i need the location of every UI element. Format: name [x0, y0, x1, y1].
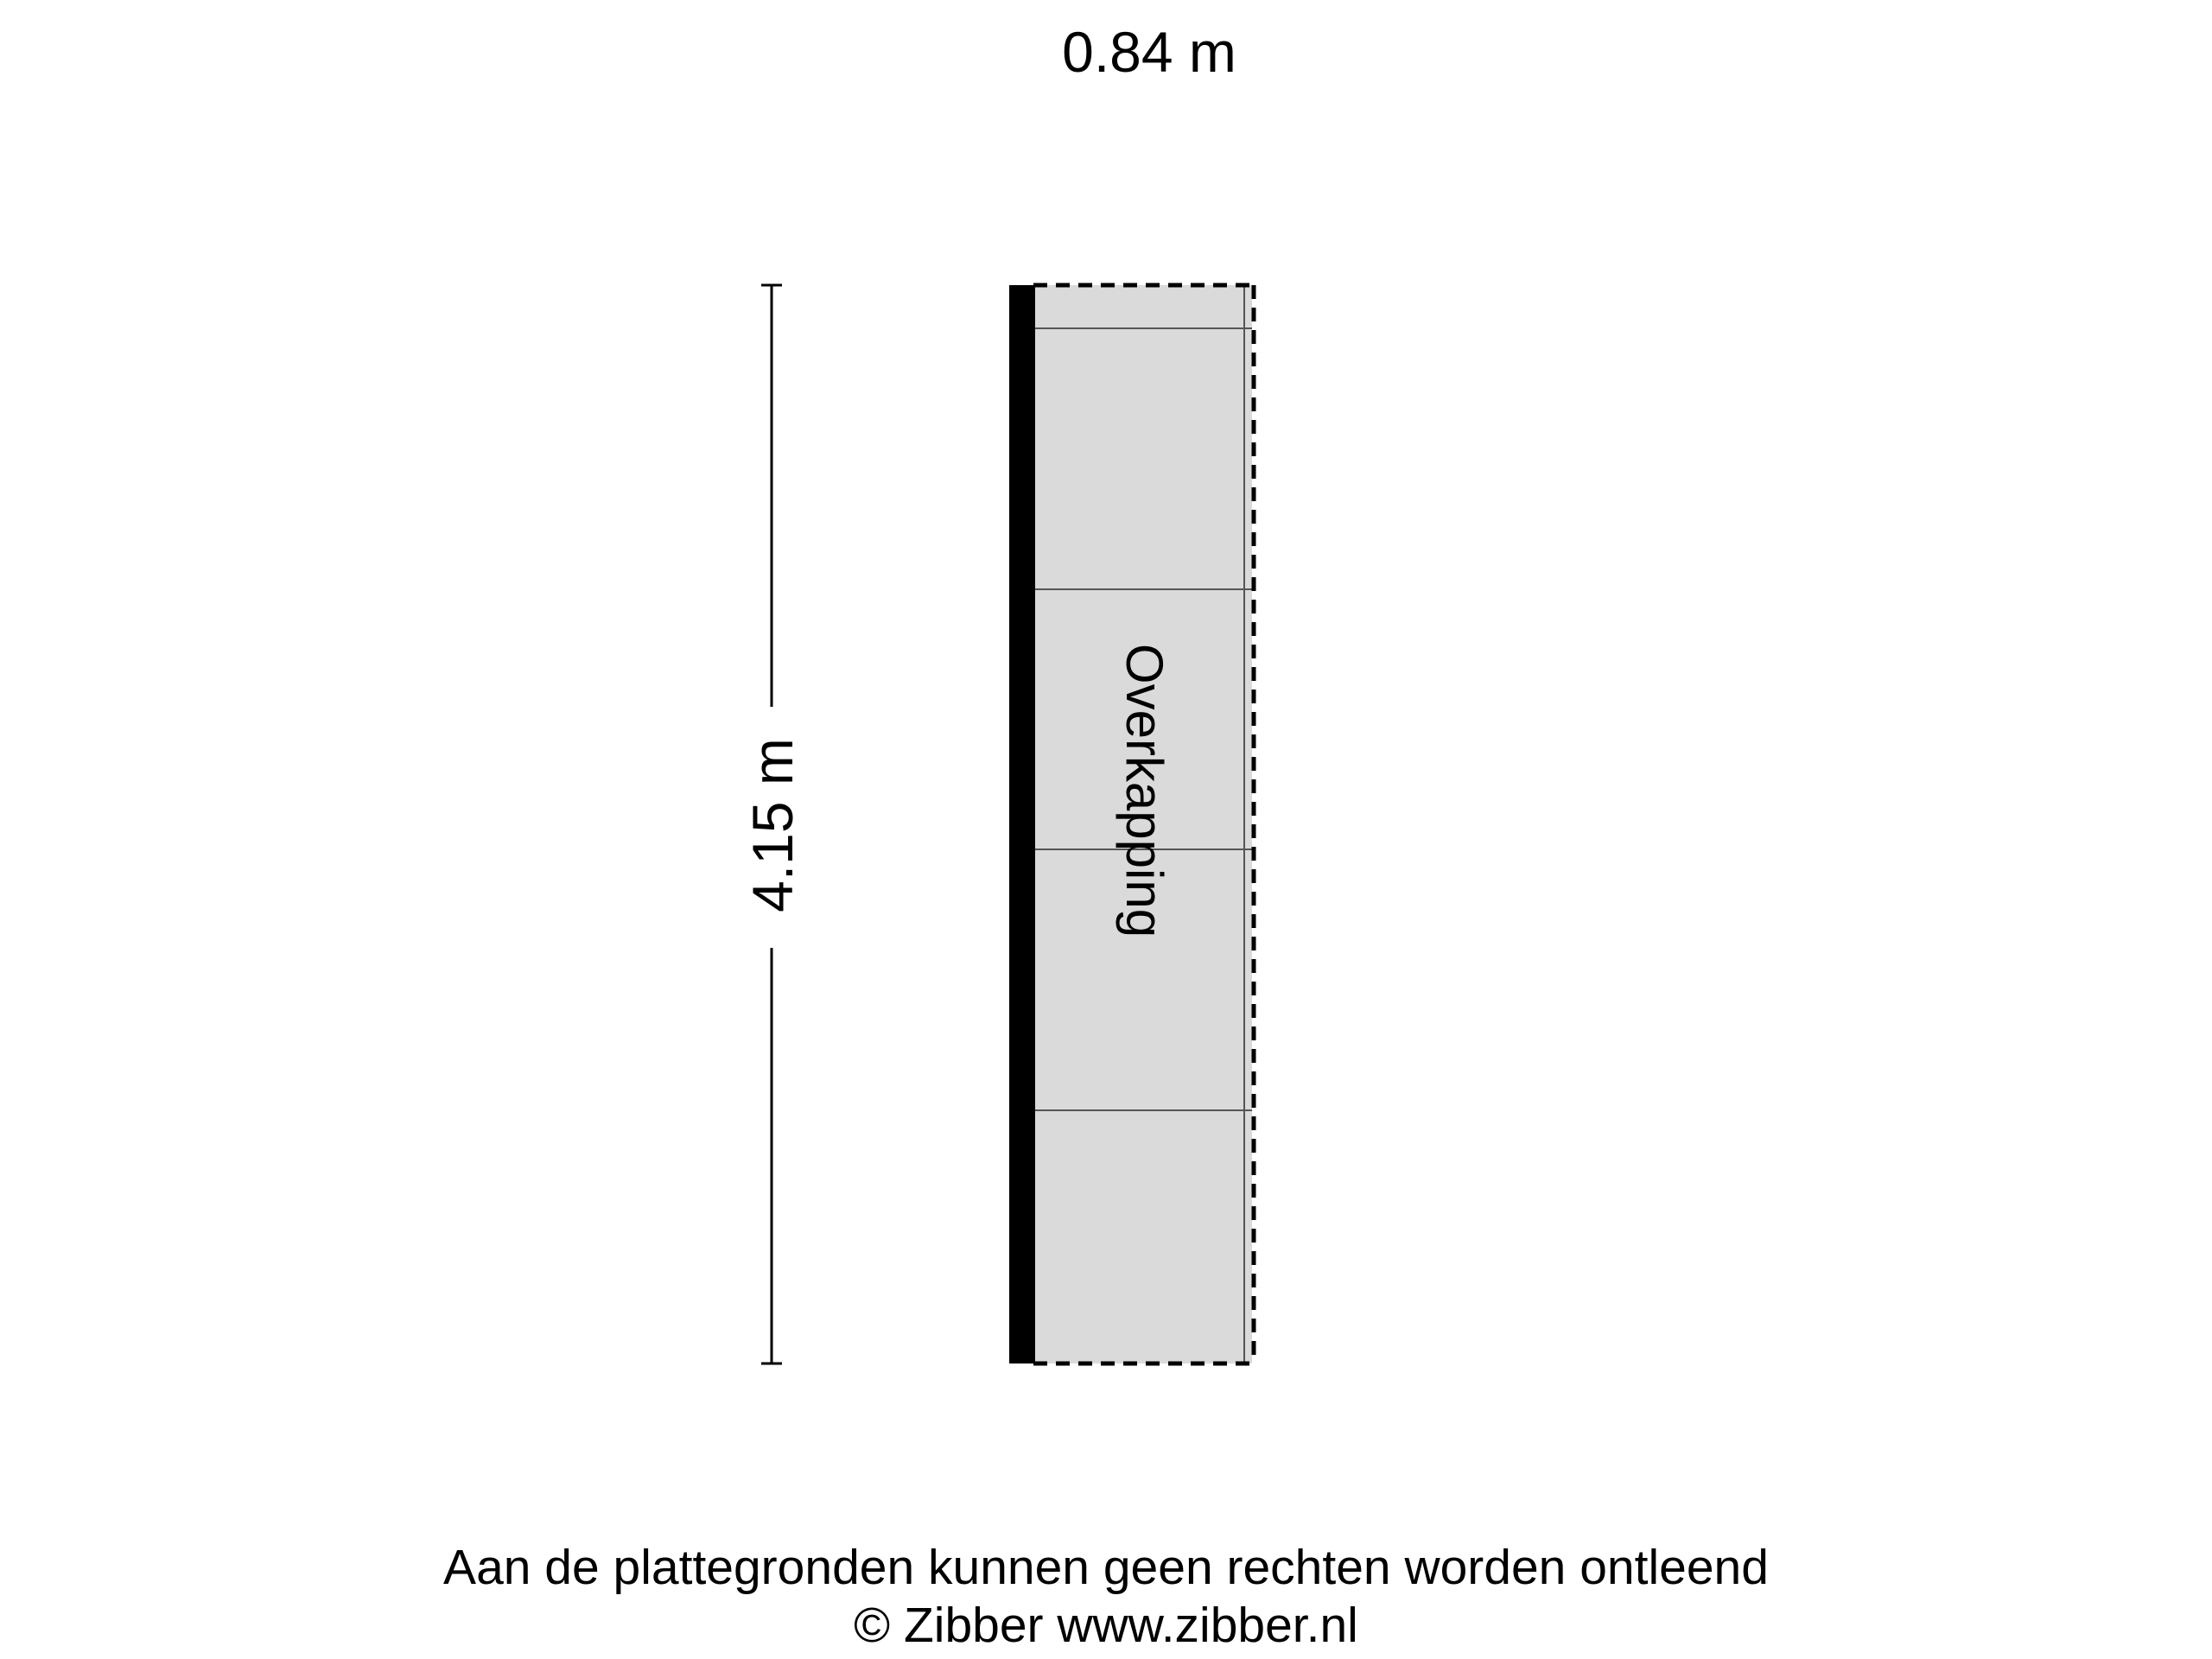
width-dimension-label: 0.84 m	[1062, 20, 1236, 84]
height-dimension-label: 4.15 m	[741, 738, 804, 912]
disclaimer-text: Aan de plattegronden kunnen geen rechten worden ontleend	[443, 1540, 1769, 1595]
wall	[1009, 285, 1035, 1363]
copyright-text: © Zibber www.zibber.nl	[854, 1598, 1358, 1653]
room-label: Overkapping	[1116, 643, 1173, 938]
